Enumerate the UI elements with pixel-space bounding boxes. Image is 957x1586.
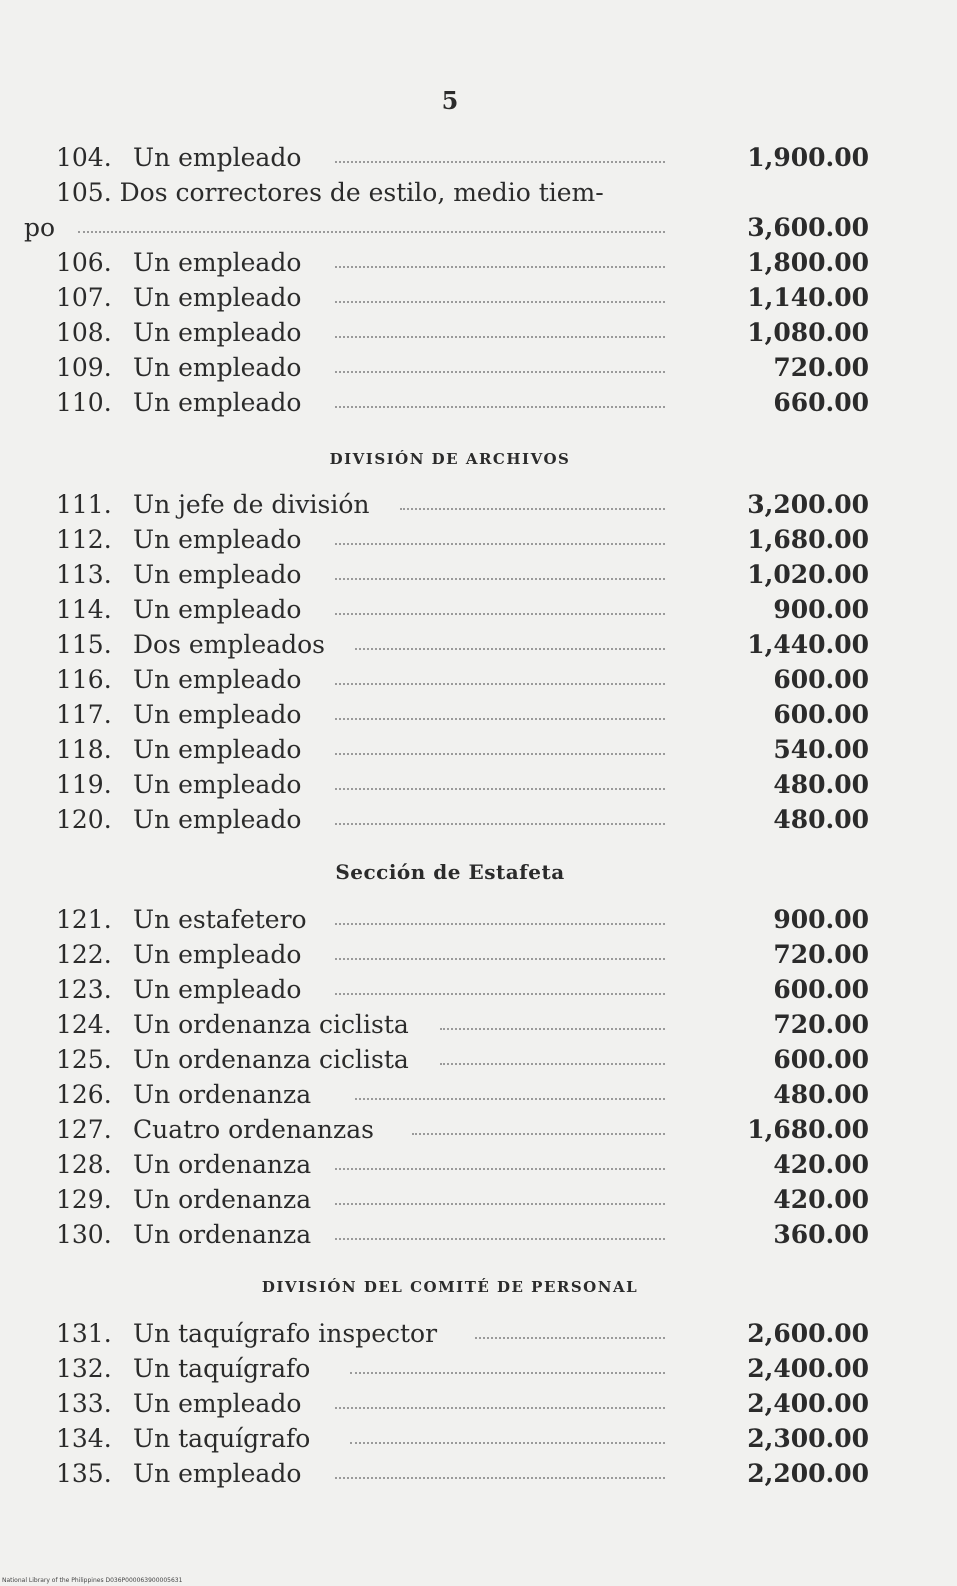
item-label: Un taquígrafo	[133, 1354, 311, 1383]
item-label: Un ordenanza	[133, 1150, 312, 1179]
list-item	[0, 140, 957, 175]
item-number: 127.	[56, 1115, 112, 1144]
item-amount: 540.00	[773, 735, 869, 764]
section-heading-archivos: DIVISIÓN DE ARCHIVOS	[329, 450, 571, 468]
leader-dots	[335, 578, 665, 580]
item-label: Un empleado	[133, 975, 302, 1004]
item-amount: 480.00	[773, 805, 869, 834]
item-amount: 3,200.00	[747, 490, 869, 519]
list-item	[0, 1456, 957, 1491]
item-number: 111.	[56, 490, 112, 519]
item-amount: 2,400.00	[747, 1389, 869, 1418]
item-amount: 720.00	[773, 353, 869, 382]
item-number: 107.	[56, 283, 112, 312]
item-amount: 900.00	[773, 595, 869, 624]
item-label: Un ordenanza	[133, 1220, 312, 1249]
item-label: Un empleado	[133, 770, 302, 799]
item-number: 116.	[56, 665, 112, 694]
leader-dots	[350, 1442, 665, 1444]
leader-dots	[335, 993, 665, 995]
list-item	[0, 315, 957, 350]
item-amount: 600.00	[773, 1045, 869, 1074]
leader-dots	[350, 1372, 665, 1374]
item-number: 109.	[56, 353, 112, 382]
entries-section-personal	[0, 1316, 957, 1491]
item-number: 105.	[56, 178, 112, 207]
item-number: 104.	[56, 143, 112, 172]
list-item	[0, 1351, 957, 1386]
item-amount: 600.00	[773, 975, 869, 1004]
leader-dots	[400, 508, 665, 510]
leader-dots	[335, 161, 665, 163]
item-number: 122.	[56, 940, 112, 969]
list-item	[0, 245, 957, 280]
list-item	[0, 280, 957, 315]
item-label: Un taquígrafo inspector	[133, 1319, 438, 1348]
item-label: Un empleado	[133, 353, 302, 382]
item-number: 129.	[56, 1185, 112, 1214]
item-label: Un empleado	[133, 318, 302, 347]
list-item	[0, 662, 957, 697]
item-label-line2: po	[24, 213, 56, 242]
leader-dots	[440, 1028, 665, 1030]
list-item	[0, 902, 957, 937]
item-amount: 2,400.00	[747, 1354, 869, 1383]
list-item	[0, 1182, 957, 1217]
list-item	[0, 627, 957, 662]
item-amount: 720.00	[773, 1010, 869, 1039]
item-amount: 600.00	[773, 700, 869, 729]
item-amount: 2,300.00	[747, 1424, 869, 1453]
entries-section-estafeta	[0, 902, 957, 1252]
item-amount: 720.00	[773, 940, 869, 969]
item-number: 108.	[56, 318, 112, 347]
list-item	[0, 1217, 957, 1252]
item-label: Un empleado	[133, 940, 302, 969]
item-label: Un empleado	[133, 283, 302, 312]
leader-dots	[335, 543, 665, 545]
list-item	[0, 557, 957, 592]
leader-dots	[335, 823, 665, 825]
item-number: 119.	[56, 770, 112, 799]
leader-dots	[355, 648, 665, 650]
leader-dots	[335, 613, 665, 615]
item-amount: 2,600.00	[747, 1319, 869, 1348]
item-amount: 1,140.00	[747, 283, 869, 312]
item-label: Un empleado	[133, 248, 302, 277]
item-label: Un empleado	[133, 665, 302, 694]
list-item	[0, 1421, 957, 1456]
list-item	[0, 1042, 957, 1077]
leader-dots	[335, 1238, 665, 1240]
leader-dots	[335, 1407, 665, 1409]
page-number: 5	[441, 86, 459, 115]
item-number: 130.	[56, 1220, 112, 1249]
list-item	[0, 1386, 957, 1421]
item-amount: 2,200.00	[747, 1459, 869, 1488]
item-amount: 480.00	[773, 770, 869, 799]
item-label: Dos correctores de estilo, medio tiem-	[119, 178, 604, 207]
item-number: 113.	[56, 560, 112, 589]
section-heading-estafeta: Sección de Estafeta	[335, 860, 565, 884]
item-label: Dos empleados	[133, 630, 325, 659]
item-amount: 1,680.00	[747, 1115, 869, 1144]
list-item	[0, 802, 957, 837]
item-label: Un empleado	[133, 388, 302, 417]
list-item	[0, 175, 957, 245]
item-label: Un empleado	[133, 805, 302, 834]
item-number: 131.	[56, 1319, 112, 1348]
entries-section-archivos	[0, 487, 957, 837]
item-amount: 600.00	[773, 665, 869, 694]
leader-dots	[335, 958, 665, 960]
list-item	[0, 592, 957, 627]
list-item	[0, 1147, 957, 1182]
item-number: 135.	[56, 1459, 112, 1488]
item-label: Un ordenanza ciclista	[133, 1045, 409, 1074]
item-number: 124.	[56, 1010, 112, 1039]
item-amount: 1,020.00	[747, 560, 869, 589]
leader-dots	[335, 1168, 665, 1170]
leader-dots	[335, 718, 665, 720]
list-item	[0, 732, 957, 767]
item-number: 115.	[56, 630, 112, 659]
list-item	[0, 697, 957, 732]
item-amount: 1,680.00	[747, 525, 869, 554]
leader-dots	[335, 923, 665, 925]
item-label: Un ordenanza	[133, 1080, 312, 1109]
item-label: Un empleado	[133, 560, 302, 589]
item-label: Un ordenanza ciclista	[133, 1010, 409, 1039]
item-label: Un empleado	[133, 595, 302, 624]
list-item	[0, 522, 957, 557]
leader-dots	[475, 1337, 665, 1339]
item-amount: 360.00	[773, 1220, 869, 1249]
item-label: Cuatro ordenanzas	[133, 1115, 374, 1144]
leader-dots	[335, 1203, 665, 1205]
list-item	[0, 1007, 957, 1042]
item-number: 110.	[56, 388, 112, 417]
item-number: 106.	[56, 248, 112, 277]
leader-dots	[440, 1063, 665, 1065]
leader-dots	[335, 683, 665, 685]
item-label: Un estafetero	[133, 905, 307, 934]
item-number: 120.	[56, 805, 112, 834]
leader-dots	[412, 1133, 665, 1135]
list-item	[0, 1316, 957, 1351]
leader-dots	[335, 788, 665, 790]
item-amount: 1,080.00	[747, 318, 869, 347]
leader-dots	[335, 336, 665, 338]
item-label: Un jefe de división	[133, 490, 370, 519]
leader-dots	[335, 406, 665, 408]
entries-section-top	[0, 140, 957, 420]
item-label: Un empleado	[133, 700, 302, 729]
item-amount: 1,800.00	[747, 248, 869, 277]
item-number: 125.	[56, 1045, 112, 1074]
item-number: 126.	[56, 1080, 112, 1109]
list-item	[0, 972, 957, 1007]
leader-dots	[335, 371, 665, 373]
item-label: Un empleado	[133, 1389, 302, 1418]
item-amount: 480.00	[773, 1080, 869, 1109]
item-label: Un taquígrafo	[133, 1424, 311, 1453]
item-label: Un ordenanza	[133, 1185, 312, 1214]
item-amount: 420.00	[773, 1185, 869, 1214]
item-amount: 420.00	[773, 1150, 869, 1179]
item-number: 123.	[56, 975, 112, 1004]
leader-dots	[335, 753, 665, 755]
item-amount: 1,440.00	[747, 630, 869, 659]
item-number: 134.	[56, 1424, 112, 1453]
item-amount: 3,600.00	[747, 213, 869, 242]
leader-dots	[335, 301, 665, 303]
leader-dots	[355, 1098, 665, 1100]
list-item	[0, 767, 957, 802]
footer-attribution: National Library of the Philippines D036P000063900005631	[2, 1577, 183, 1584]
section-heading-personal: DIVISIÓN DEL COMITÉ DE PERSONAL	[261, 1278, 639, 1296]
item-number: 118.	[56, 735, 112, 764]
item-label: Un empleado	[133, 143, 302, 172]
item-label: Un empleado	[133, 735, 302, 764]
list-item	[0, 385, 957, 420]
leader-dots	[335, 266, 665, 268]
item-label: Un empleado	[133, 525, 302, 554]
item-label-line1	[56, 175, 604, 210]
leader-dots	[335, 1477, 665, 1479]
item-label: Un empleado	[133, 1459, 302, 1488]
list-item	[0, 487, 957, 522]
item-number: 132.	[56, 1354, 112, 1383]
item-amount: 660.00	[773, 388, 869, 417]
list-item	[0, 1077, 957, 1112]
list-item	[0, 350, 957, 385]
item-amount: 1,900.00	[747, 143, 869, 172]
item-number: 112.	[56, 525, 112, 554]
item-number: 128.	[56, 1150, 112, 1179]
item-number: 121.	[56, 905, 112, 934]
list-item	[0, 937, 957, 972]
item-number: 114.	[56, 595, 112, 624]
list-item	[0, 1112, 957, 1147]
leader-dots	[78, 231, 665, 233]
item-number: 117.	[56, 700, 112, 729]
item-amount: 900.00	[773, 905, 869, 934]
item-number: 133.	[56, 1389, 112, 1418]
